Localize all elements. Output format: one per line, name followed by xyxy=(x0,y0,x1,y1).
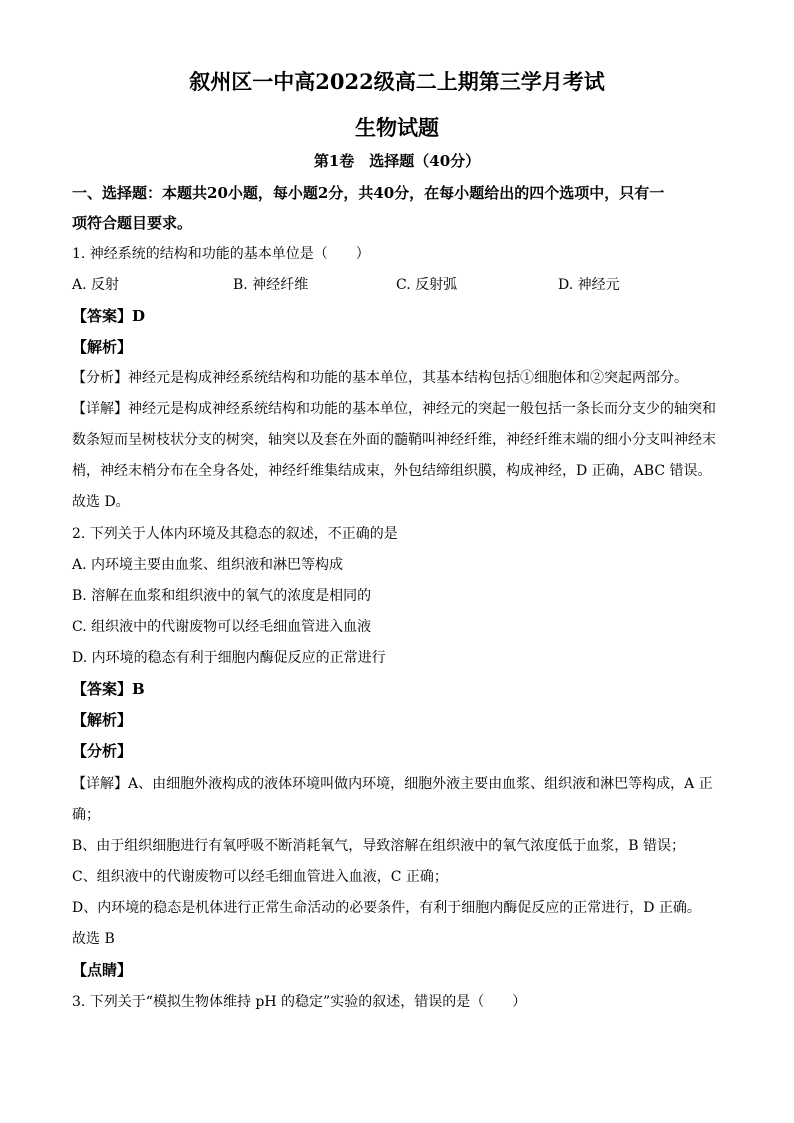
q1-detail-1: 【详解】神经元是构成神经系统结构和功能的基本单位，神经元的突起一般包括一条长而分支少的轴突和 xyxy=(72,401,716,417)
q2-detail-1: 【详解】A、由细胞外液构成的液体环境叫做内环境，细胞外液主要由血浆、组织液和淋巴等构成，A 正 xyxy=(72,776,713,792)
q2-option-b: B. 溶解在血浆和组织液中的氧气的浓度是相同的 xyxy=(72,588,372,604)
q1-conclusion: 故选 D。 xyxy=(72,494,130,510)
q2-option-a: A. 内环境主要由血浆、组织液和淋巴等构成 xyxy=(72,557,344,573)
question-3-stem: 3. 下列关于“模拟生物体维持 pH 的稳定”实验的叙述，错误的是（ ） xyxy=(72,994,527,1010)
q2-detail-2: 确； xyxy=(72,807,100,823)
question-2-stem: 2. 下列关于人体内环境及其稳态的叙述，不正确的是 xyxy=(72,526,398,542)
q1-option-b: B. 神经纤维 xyxy=(233,277,309,293)
q2-dianjing: 【点睛】 xyxy=(72,961,133,979)
q2-detail-3: B、由于组织细胞进行有氧呼吸不断消耗氧气，导致溶解在组织液中的氧气浓度低于血浆，B 错误； xyxy=(72,838,686,854)
q1-option-d: D. 神经元 xyxy=(558,277,620,293)
instructions-line-1: 一、选择题：本题共20小题，每小题2分，共40分，在每小题给出的四个选项中，只有一 xyxy=(72,184,665,202)
q1-detail-3: 梢，神经末梢分布在全身各处，神经纤维集结成束，外包结缔组织膜，构成神经，D 正确，ABC 错误。 xyxy=(72,463,712,479)
q2-detail-4: C、组织液中的代谢废物可以经毛细血管进入血液，C 正确； xyxy=(72,869,448,885)
q2-answer: 【答案】B xyxy=(72,680,145,698)
q2-conclusion: 故选 B xyxy=(72,931,115,947)
q1-option-a: A. 反射 xyxy=(72,277,120,293)
exam-subject: 生物试题 xyxy=(355,115,439,140)
q1-fenxi: 【分析】神经元是构成神经系统结构和功能的基本单位，其基本结构包括①细胞体和②突起两部分。 xyxy=(72,370,688,386)
q2-option-d: D. 内环境的稳态有利于细胞内酶促反应的正常进行 xyxy=(72,650,386,666)
exam-title: 叙州区一中高2022级高二上期第三学月考试 xyxy=(189,69,605,94)
q1-answer: 【答案】D xyxy=(72,307,146,325)
section-heading: 第1卷 选择题（40分） xyxy=(313,152,481,170)
q2-detail-5: D、内环境的稳态是机体进行正常生命活动的必要条件，有利于细胞内酶促反应的正常进行，D 正确。 xyxy=(72,900,701,916)
q1-option-c: C. 反射弧 xyxy=(396,277,458,293)
q2-analysis-label: 【解析】 xyxy=(72,711,133,729)
instructions-line-2: 项符合题目要求。 xyxy=(72,214,193,232)
q1-analysis-label: 【解析】 xyxy=(72,338,133,356)
q2-fenxi: 【分析】 xyxy=(72,742,133,760)
q1-detail-2: 数条短而呈树枝状分支的树突，轴突以及套在外面的髓鞘叫神经纤维，神经纤维末端的细小分支叫神经末 xyxy=(72,432,716,448)
question-1-stem: 1. 神经系统的结构和功能的基本单位是（ ） xyxy=(72,246,370,262)
q2-option-c: C. 组织液中的代谢废物可以经毛细血管进入血液 xyxy=(72,619,372,635)
